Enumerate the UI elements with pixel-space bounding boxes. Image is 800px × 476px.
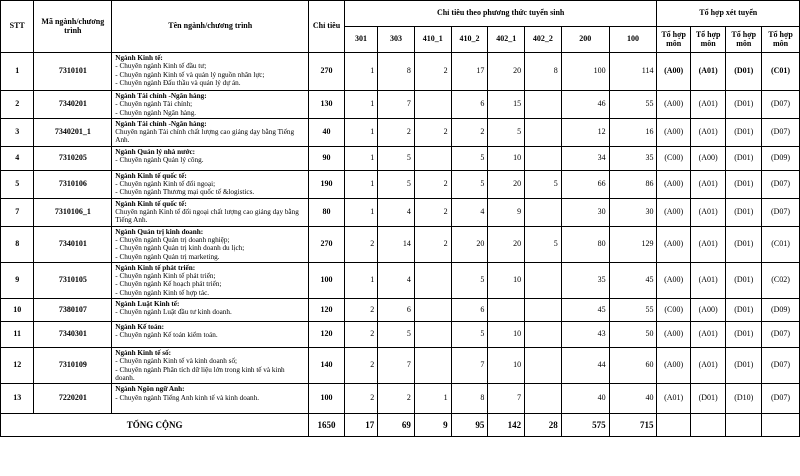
row-method-quota: 5 — [525, 170, 562, 198]
row-combo: (D07) — [762, 322, 800, 348]
row-combo: (A00) — [657, 170, 690, 198]
total-method: 9 — [414, 414, 451, 437]
table-row — [1, 384, 800, 414]
row-method-quota: 50 — [609, 322, 657, 348]
total-method: 28 — [525, 414, 562, 437]
row-method-quota: 45 — [561, 299, 609, 322]
row-stt: 3 — [1, 118, 34, 146]
program-detail: - Chuyên ngành Quản trị doanh nghiệp; — [115, 235, 230, 244]
row-method-quota: 4 — [378, 262, 415, 298]
row-combo: (D01) — [726, 118, 762, 146]
row-code: 7340101 — [34, 226, 112, 262]
program-title: Ngành Ngôn ngữ Anh: — [115, 385, 185, 394]
row-method-quota: 1 — [344, 262, 377, 298]
row-combo: (D09) — [762, 146, 800, 170]
row-method-quota: 6 — [378, 299, 415, 322]
program-title: Ngành Luật Kinh tế: — [115, 300, 180, 309]
table-row — [1, 118, 800, 146]
row-stt: 5 — [1, 170, 34, 198]
header-method: 301 — [344, 27, 377, 53]
header-method: 303 — [378, 27, 415, 53]
row-quota: 140 — [309, 348, 345, 384]
program-detail: - Chuyên ngành Phân tích dữ liệu lớn trong kinh tế và kinh doanh. — [115, 365, 285, 382]
table-body — [1, 53, 800, 414]
total-empty-cell — [657, 414, 690, 437]
row-combo: (D07) — [762, 118, 800, 146]
row-method-quota — [414, 348, 451, 384]
program-detail: Chuyên ngành Tài chính chất lượng cao giảng dạy bằng Tiếng Anh. — [115, 128, 295, 145]
row-combo: (C01) — [762, 53, 800, 91]
row-quota: 80 — [309, 198, 345, 226]
row-combo: (D01) — [726, 299, 762, 322]
row-code: 7340201_1 — [34, 118, 112, 146]
row-stt: 1 — [1, 53, 34, 91]
row-method-quota — [525, 146, 562, 170]
row-method-quota: 4 — [451, 198, 488, 226]
row-method-quota: 40 — [609, 384, 657, 414]
row-code: 7310105 — [34, 262, 112, 298]
row-method-quota: 1 — [344, 118, 377, 146]
row-combo: (D01) — [726, 198, 762, 226]
row-program — [112, 170, 309, 198]
row-code: 7310106_1 — [34, 198, 112, 226]
row-method-quota: 4 — [378, 198, 415, 226]
row-method-quota: 10 — [488, 262, 525, 298]
table-row — [1, 170, 800, 198]
header-row-top — [1, 1, 800, 27]
program-title: Ngành Tài chính -Ngân hàng: — [115, 92, 207, 100]
program-detail: - Chuyên ngành Quản lý công. — [115, 156, 204, 165]
row-method-quota: 86 — [609, 170, 657, 198]
row-quota: 120 — [309, 322, 345, 348]
row-combo: (A00) — [657, 322, 690, 348]
row-method-quota: 10 — [488, 146, 525, 170]
row-method-quota: 16 — [609, 118, 657, 146]
row-method-quota: 2 — [414, 53, 451, 91]
row-code: 7310205 — [34, 146, 112, 170]
program-title: Ngành Tài chính -Ngân hàng: — [115, 119, 207, 128]
row-method-quota: 30 — [609, 198, 657, 226]
row-stt: 10 — [1, 299, 34, 322]
table-row — [1, 299, 800, 322]
row-stt: 2 — [1, 91, 34, 119]
row-method-quota: 7 — [488, 384, 525, 414]
row-method-quota: 8 — [451, 384, 488, 414]
row-combo: (D01) — [726, 348, 762, 384]
row-quota: 40 — [309, 118, 345, 146]
program-title: Ngành Quản trị kinh doanh: — [115, 227, 204, 236]
row-method-quota: 2 — [344, 348, 377, 384]
header-method: 410_2 — [451, 27, 488, 53]
table-row — [1, 53, 800, 91]
row-method-quota — [525, 348, 562, 384]
row-method-quota: 20 — [488, 170, 525, 198]
table-row — [1, 348, 800, 384]
row-method-quota: 2 — [344, 384, 377, 414]
row-method-quota: 5 — [451, 262, 488, 298]
row-method-quota — [525, 384, 562, 414]
row-combo: (A01) — [690, 226, 726, 262]
row-method-quota: 66 — [561, 170, 609, 198]
row-method-quota: 15 — [488, 91, 525, 119]
program-detail: Chuyên ngành Kinh tế đối ngoại chất lượng cao giảng dạy bằng Tiếng Anh. — [115, 207, 299, 225]
row-quota: 100 — [309, 262, 345, 298]
row-code: 7310106 — [34, 170, 112, 198]
row-method-quota: 8 — [525, 53, 562, 91]
row-method-quota: 80 — [561, 226, 609, 262]
table-row — [1, 322, 800, 348]
row-method-quota: 5 — [451, 322, 488, 348]
row-method-quota: 2 — [414, 226, 451, 262]
header-method: 402_2 — [525, 27, 562, 53]
row-stt: 11 — [1, 322, 34, 348]
total-method: 17 — [344, 414, 377, 437]
row-quota: 190 — [309, 170, 345, 198]
row-method-quota: 14 — [378, 226, 415, 262]
program-detail: - Chuyên ngành Kinh tế và kinh doanh số; — [115, 357, 238, 366]
program-title: Ngành Quản lý nhà nước: — [115, 147, 196, 156]
row-method-quota: 55 — [609, 299, 657, 322]
row-combo: (A01) — [690, 53, 726, 91]
row-method-quota — [525, 198, 562, 226]
total-method: 69 — [378, 414, 415, 437]
row-method-quota: 5 — [451, 146, 488, 170]
row-method-quota: 46 — [561, 91, 609, 119]
row-method-quota — [414, 299, 451, 322]
row-method-quota: 129 — [609, 226, 657, 262]
row-method-quota: 2 — [344, 322, 377, 348]
row-combo: (D01) — [726, 91, 762, 119]
row-method-quota: 17 — [451, 53, 488, 91]
table-row — [1, 226, 800, 262]
row-program — [112, 53, 309, 91]
row-method-quota: 10 — [488, 322, 525, 348]
row-method-quota: 12 — [561, 118, 609, 146]
row-combo: (A00) — [657, 226, 690, 262]
total-empty-cell — [690, 414, 726, 437]
row-code: 7380107 — [34, 299, 112, 322]
row-method-quota: 44 — [561, 348, 609, 384]
row-combo: (D07) — [762, 348, 800, 384]
row-combo: (A00) — [657, 118, 690, 146]
program-detail: - Chuyên ngành Kinh tế và quản lý nguồn nhân lực; — [115, 70, 265, 79]
header-combo: Tổ hợp môn — [726, 27, 762, 53]
row-method-quota: 2 — [414, 170, 451, 198]
row-combo: (C00) — [657, 146, 690, 170]
total-method: 142 — [488, 414, 525, 437]
total-empty-cell — [726, 414, 762, 437]
row-program — [112, 348, 309, 384]
program-detail: - Chuyên ngành Luật đầu tư kinh doanh. — [115, 308, 232, 317]
header-stt: STT — [1, 1, 34, 53]
row-method-quota — [414, 262, 451, 298]
row-method-quota — [525, 262, 562, 298]
row-combo: (A00) — [657, 91, 690, 119]
row-method-quota: 7 — [378, 91, 415, 119]
row-method-quota: 1 — [344, 198, 377, 226]
row-method-quota: 55 — [609, 91, 657, 119]
row-combo: (A01) — [690, 198, 726, 226]
row-method-quota: 1 — [344, 146, 377, 170]
row-combo: (C02) — [762, 262, 800, 298]
program-detail: - Chuyên ngành Kế toán kiểm toán. — [115, 331, 218, 340]
program-detail: - Chuyên ngành Kinh tế hợp tác. — [115, 288, 210, 297]
row-program — [112, 118, 309, 146]
row-program — [112, 384, 309, 414]
row-combo: (A01) — [690, 348, 726, 384]
row-method-quota: 5 — [451, 170, 488, 198]
row-method-quota — [525, 118, 562, 146]
row-method-quota: 100 — [561, 53, 609, 91]
row-combo: (A00) — [690, 146, 726, 170]
row-method-quota: 60 — [609, 348, 657, 384]
row-code: 7310101 — [34, 53, 112, 91]
program-detail: - Chuyên ngành Tài chính; — [115, 100, 193, 109]
row-method-quota: 5 — [378, 322, 415, 348]
header-method: 200 — [561, 27, 609, 53]
row-combo: (A01) — [690, 262, 726, 298]
row-combo: (A00) — [657, 53, 690, 91]
row-method-quota: 45 — [609, 262, 657, 298]
row-method-quota: 1 — [344, 170, 377, 198]
row-method-quota — [525, 299, 562, 322]
program-title: Ngành Kinh tế quốc tế: — [115, 199, 187, 208]
row-method-quota: 5 — [525, 226, 562, 262]
row-combo: (A00) — [657, 348, 690, 384]
header-method: 402_1 — [488, 27, 525, 53]
table-row — [1, 262, 800, 298]
row-method-quota: 114 — [609, 53, 657, 91]
program-detail: - Chuyên ngành Quản trị marketing. — [115, 252, 220, 261]
row-method-quota: 2 — [344, 226, 377, 262]
row-method-quota: 6 — [451, 299, 488, 322]
row-combo: (A01) — [690, 322, 726, 348]
row-combo: (D09) — [762, 299, 800, 322]
row-combo: (A01) — [657, 384, 690, 414]
program-title: Ngành Kinh tế số: — [115, 349, 171, 358]
header-method: 410_1 — [414, 27, 451, 53]
program-detail: - Chuyên ngành Đấu thầu và quản lý dự án. — [115, 78, 241, 87]
row-method-quota: 2 — [451, 118, 488, 146]
row-combo: (D01) — [690, 384, 726, 414]
row-stt: 13 — [1, 384, 34, 414]
row-quota: 90 — [309, 146, 345, 170]
row-method-quota: 40 — [561, 384, 609, 414]
header-combo: Tổ hợp môn — [690, 27, 726, 53]
row-method-quota: 2 — [378, 384, 415, 414]
row-combo: (D01) — [726, 146, 762, 170]
program-detail: - Chuyên ngành Kinh tế phát triển; — [115, 272, 216, 281]
row-combo: (A01) — [690, 91, 726, 119]
row-method-quota: 10 — [488, 348, 525, 384]
row-code: 7340201 — [34, 91, 112, 119]
row-program — [112, 91, 309, 119]
row-method-quota: 35 — [609, 146, 657, 170]
table-row — [1, 146, 800, 170]
row-stt: 4 — [1, 146, 34, 170]
header-name: Tên ngành/chương trình — [112, 1, 309, 53]
row-method-quota: 5 — [378, 170, 415, 198]
program-title: Ngành Kinh tế phát triển: — [115, 263, 196, 272]
program-detail: - Chuyên ngành Ngân hàng. — [115, 108, 197, 117]
row-quota: 270 — [309, 226, 345, 262]
row-method-quota: 30 — [561, 198, 609, 226]
row-combo: (D01) — [726, 322, 762, 348]
program-title: Ngành Kế toán: — [115, 323, 164, 332]
header-combos-group: Tổ hợp xét tuyển — [657, 1, 800, 27]
program-detail: - Chuyên ngành Tiếng Anh kinh tế và kinh doanh. — [115, 393, 260, 402]
row-method-quota: 2 — [344, 299, 377, 322]
row-quota: 130 — [309, 91, 345, 119]
row-combo: (D07) — [762, 198, 800, 226]
row-method-quota: 5 — [378, 146, 415, 170]
row-combo: (C00) — [657, 299, 690, 322]
program-detail: - Chuyên ngành Quản trị kinh doanh du lịch; — [115, 244, 245, 253]
row-combo: (D10) — [726, 384, 762, 414]
row-combo: (D01) — [726, 53, 762, 91]
row-program — [112, 299, 309, 322]
row-stt: 7 — [1, 198, 34, 226]
row-combo: (D07) — [762, 91, 800, 119]
row-stt: 8 — [1, 226, 34, 262]
row-method-quota — [414, 146, 451, 170]
row-combo: (A00) — [657, 262, 690, 298]
row-code: 7340301 — [34, 322, 112, 348]
header-code: Mã ngành/chương trình — [34, 1, 112, 53]
row-method-quota — [525, 91, 562, 119]
row-method-quota: 34 — [561, 146, 609, 170]
program-detail: - Chuyên ngành Kế hoạch phát triển; — [115, 280, 222, 289]
row-program — [112, 146, 309, 170]
row-combo: (A00) — [690, 299, 726, 322]
row-method-quota: 1 — [414, 384, 451, 414]
row-combo: (D01) — [726, 262, 762, 298]
row-method-quota: 1 — [344, 91, 377, 119]
row-combo: (A00) — [657, 198, 690, 226]
row-combo: (D07) — [762, 170, 800, 198]
row-method-quota: 5 — [488, 118, 525, 146]
row-program — [112, 262, 309, 298]
row-quota: 120 — [309, 299, 345, 322]
row-quota: 270 — [309, 53, 345, 91]
row-method-quota: 6 — [451, 91, 488, 119]
total-method: 715 — [609, 414, 657, 437]
header-combo: Tổ hợp môn — [657, 27, 690, 53]
header-quota: Chỉ tiêu — [309, 1, 345, 53]
row-combo: (A01) — [690, 118, 726, 146]
total-quota: 1650 — [309, 414, 345, 437]
row-method-quota: 2 — [378, 118, 415, 146]
row-method-quota — [488, 299, 525, 322]
row-combo: (D01) — [726, 226, 762, 262]
table-row — [1, 198, 800, 226]
row-method-quota: 2 — [414, 198, 451, 226]
row-quota: 100 — [309, 384, 345, 414]
total-row — [1, 414, 800, 437]
row-method-quota: 43 — [561, 322, 609, 348]
row-method-quota: 7 — [378, 348, 415, 384]
row-code: 7220201 — [34, 384, 112, 414]
row-code: 7310109 — [34, 348, 112, 384]
total-method: 575 — [561, 414, 609, 437]
header-method: 100 — [609, 27, 657, 53]
row-method-quota: 7 — [451, 348, 488, 384]
header-combo: Tổ hợp môn — [762, 27, 800, 53]
row-method-quota: 20 — [451, 226, 488, 262]
row-method-quota — [414, 91, 451, 119]
program-detail: - Chuyên ngành Kinh tế đối ngoại; — [115, 180, 216, 189]
program-title: Ngành Kinh tế: — [115, 54, 163, 62]
row-method-quota: 2 — [414, 118, 451, 146]
program-detail: - Chuyên ngành Thương mại quốc tế &logistics. — [115, 188, 255, 197]
row-combo: (A01) — [690, 170, 726, 198]
row-method-quota: 1 — [344, 53, 377, 91]
row-combo: (D07) — [762, 384, 800, 414]
total-method: 95 — [451, 414, 488, 437]
program-title: Ngành Kinh tế quốc tế: — [115, 171, 187, 180]
total-label: TỔNG CỘNG — [1, 414, 309, 437]
row-program — [112, 322, 309, 348]
row-method-quota: 9 — [488, 198, 525, 226]
row-program — [112, 198, 309, 226]
row-stt: 9 — [1, 262, 34, 298]
total-empty-cell — [762, 414, 800, 437]
header-methods-group: Chỉ tiêu theo phương thức tuyển sinh — [344, 1, 657, 27]
row-method-quota: 20 — [488, 53, 525, 91]
row-combo: (D01) — [726, 170, 762, 198]
row-combo: (C01) — [762, 226, 800, 262]
program-detail: - Chuyên ngành Kinh tế đầu tư; — [115, 62, 207, 71]
row-method-quota: 35 — [561, 262, 609, 298]
row-stt: 12 — [1, 348, 34, 384]
row-method-quota — [414, 322, 451, 348]
row-method-quota: 20 — [488, 226, 525, 262]
row-method-quota: 8 — [378, 53, 415, 91]
row-method-quota — [525, 322, 562, 348]
row-program — [112, 226, 309, 262]
table-row — [1, 91, 800, 119]
